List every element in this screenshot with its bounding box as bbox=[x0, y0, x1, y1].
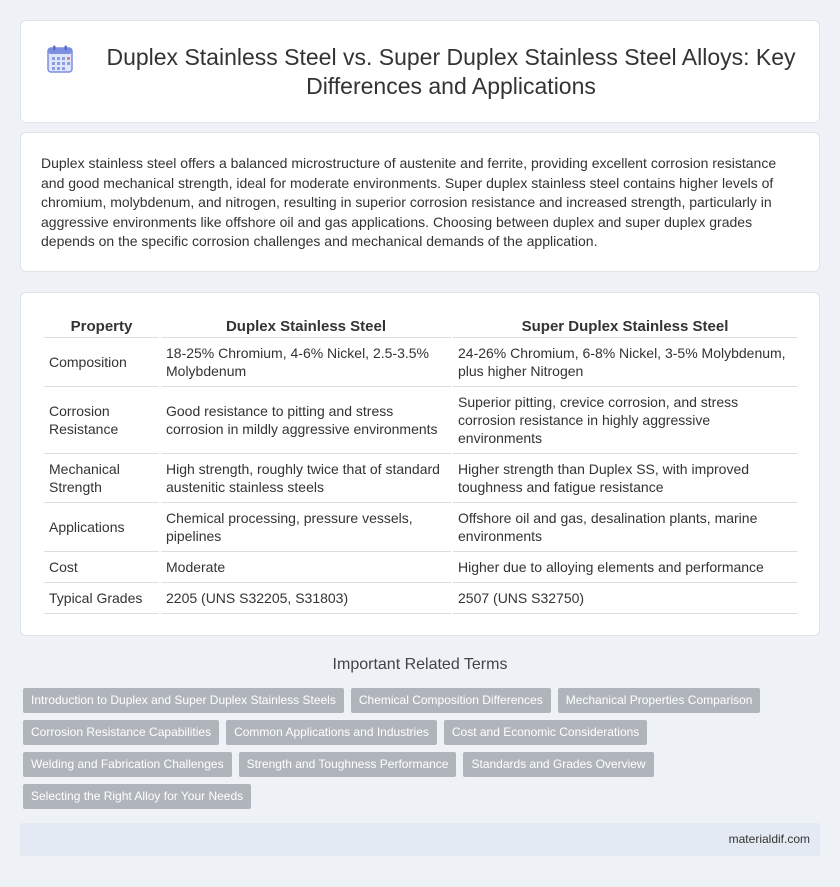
related-term-tag[interactable]: Chemical Composition Differences bbox=[351, 688, 551, 713]
duplex-cell: Moderate bbox=[161, 552, 451, 583]
super-duplex-cell: Offshore oil and gas, desalination plants, marine environments bbox=[453, 503, 797, 552]
related-term-tag[interactable]: Strength and Toughness Performance bbox=[239, 752, 457, 777]
related-term-tag[interactable]: Standards and Grades Overview bbox=[463, 752, 653, 777]
table-row bbox=[44, 387, 797, 454]
super-duplex-cell: Higher strength than Duplex SS, with improved toughness and fatigue resistance bbox=[453, 454, 797, 503]
super-duplex-cell: Superior pitting, crevice corrosion, and stress corrosion resistance in highly aggressive environments bbox=[453, 387, 797, 454]
related-term-tag[interactable]: Common Applications and Industries bbox=[226, 720, 437, 745]
summary-card bbox=[20, 132, 820, 272]
property-cell: Mechanical Strength bbox=[44, 454, 159, 503]
title-card bbox=[20, 20, 820, 123]
property-cell: Corrosion Resistance bbox=[44, 387, 159, 454]
property-cell: Cost bbox=[44, 552, 159, 583]
page-title: Duplex Stainless Steel vs. Super Duplex Stainless Steel Alloys: Key Differences and Applications bbox=[106, 44, 796, 99]
table-row bbox=[44, 503, 797, 552]
column-header-property: Property bbox=[44, 315, 159, 338]
related-term-tag[interactable]: Welding and Fabrication Challenges bbox=[23, 752, 232, 777]
comparison-table bbox=[42, 315, 799, 614]
footer bbox=[20, 823, 820, 856]
site-name[interactable]: materialdif.com bbox=[728, 832, 810, 846]
related-terms-list bbox=[23, 688, 783, 809]
super-duplex-cell: 24-26% Chromium, 6-8% Nickel, 3-5% Molybdenum, plus higher Nitrogen bbox=[453, 338, 797, 387]
table-row bbox=[44, 552, 797, 583]
duplex-cell: Good resistance to pitting and stress corrosion in mildly aggressive environments bbox=[161, 387, 451, 454]
related-term-tag[interactable]: Cost and Economic Considerations bbox=[444, 720, 647, 745]
related-term-tag[interactable]: Mechanical Properties Comparison bbox=[558, 688, 761, 713]
related-terms-heading: Important Related Terms bbox=[332, 656, 508, 673]
related-term-tag[interactable]: Introduction to Duplex and Super Duplex Stainless Steels bbox=[23, 688, 344, 713]
related-term-tag[interactable]: Corrosion Resistance Capabilities bbox=[23, 720, 219, 745]
summary-text: Duplex stainless steel offers a balanced microstructure of austenite and ferrite, providing excellent corrosion resistance and good mechanical strength, ideal for moderate environments. Super duplex stainless steel contains higher levels of chromium, molybdenum, and nitrogen, resulting in superior corrosion resistance and increased strength, particularly in aggressive environments like offshore oil and gas applications. Choosing between duplex and super duplex grades depends on the specific corrosion challenges and mechanical demands of the application. bbox=[41, 155, 777, 249]
column-header-super-duplex: Super Duplex Stainless Steel bbox=[453, 315, 797, 338]
duplex-cell: 2205 (UNS S32205, S31803) bbox=[161, 583, 451, 614]
duplex-cell: 18-25% Chromium, 4-6% Nickel, 2.5-3.5% Molybdenum bbox=[161, 338, 451, 387]
column-header-duplex: Duplex Stainless Steel bbox=[161, 315, 451, 338]
super-duplex-cell: Higher due to alloying elements and performance bbox=[453, 552, 797, 583]
duplex-cell: High strength, roughly twice that of standard austenitic stainless steels bbox=[161, 454, 451, 503]
table-header-row bbox=[44, 315, 797, 338]
related-term-tag[interactable]: Selecting the Right Alloy for Your Needs bbox=[23, 784, 251, 809]
comparison-table-card bbox=[20, 292, 820, 636]
property-cell: Applications bbox=[44, 503, 159, 552]
table-row bbox=[44, 583, 797, 614]
super-duplex-cell: 2507 (UNS S32750) bbox=[453, 583, 797, 614]
property-cell: Composition bbox=[44, 338, 159, 387]
duplex-cell: Chemical processing, pressure vessels, pipelines bbox=[161, 503, 451, 552]
table-row bbox=[44, 338, 797, 387]
property-cell: Typical Grades bbox=[44, 583, 159, 614]
table-row bbox=[44, 454, 797, 503]
